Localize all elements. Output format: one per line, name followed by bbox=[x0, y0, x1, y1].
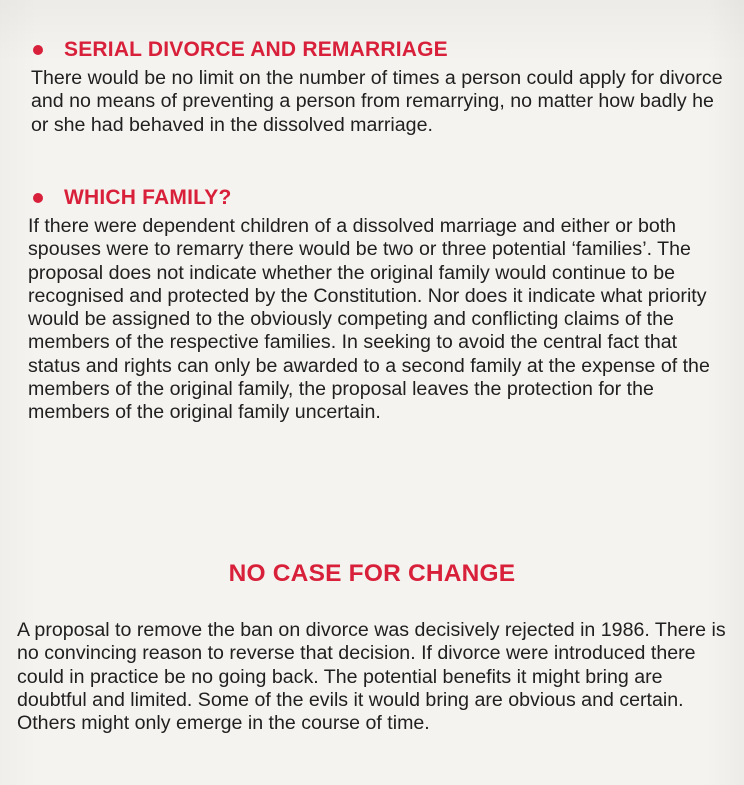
section-heading-text: WHICH FAMILY? bbox=[64, 186, 232, 209]
bullet-icon bbox=[33, 193, 43, 203]
section-serial-divorce bbox=[0, 38, 744, 137]
section-heading-text: SERIAL DIVORCE AND REMARRIAGE bbox=[64, 38, 448, 61]
section-paragraph: If there were dependent children of a dissolved marriage and either or both spouses were to remarry there would be two or three potential ‘families’. The proposal does not indicate whether the original family would continue to be recognised and protected by the Constitution. Nor does it indicate what priority would be assigned to the obviously competing and conflicting claims of the members of the respective families. In seeking to avoid the central fact that status and rights can only be awarded to a second family at the expense of the members of the original family, the proposal leaves the protection for the members of the original family uncertain. bbox=[28, 215, 710, 424]
section-paragraph: A proposal to remove the ban on divorce was decisively rejected in 1986. There is no convincing reason to reverse that decision. If divorce were introduced there could in practice be no going back. The potential benefits it might bring are doubtful and limited. Some of the evils it would bring are obvious and certain. Others might only emerge in the course of time. bbox=[17, 619, 726, 735]
section-heading bbox=[0, 186, 744, 210]
section-heading-text: NO CASE FOR CHANGE bbox=[228, 560, 516, 587]
section-no-case-for-change bbox=[0, 560, 744, 735]
section-paragraph: There would be no limit on the number of times a person could apply for divorce and no means of preventing a person from remarrying, no matter how badly he or she had behaved in the dissolved marriage. bbox=[31, 67, 723, 136]
bullet-icon bbox=[33, 45, 43, 55]
section-which-family bbox=[0, 186, 744, 425]
section-heading bbox=[0, 38, 744, 62]
